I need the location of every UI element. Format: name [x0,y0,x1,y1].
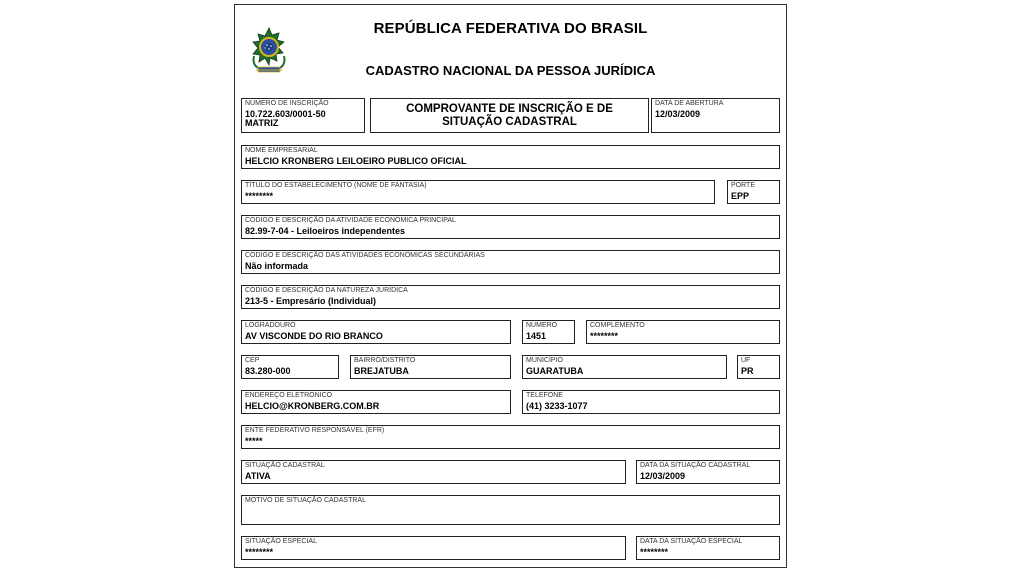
special-status-date-label: DATA DA SITUAÇÃO ESPECIAL [640,538,743,545]
business-name-value: HELCIO KRONBERG LEILOEIRO PUBLICO OFICIAL [245,156,467,166]
trade-name-value: ******** [245,191,274,201]
efr-label: ENTE FEDERATIVO RESPONSÁVEL (EFR) [245,427,385,434]
main-activity-label: CÓDIGO E DESCRIÇÃO DA ATIVIDADE ECONÔMICA PRINCIPAL [245,217,456,224]
registry-heading: CADASTRO NACIONAL DA PESSOA JURÍDICA [365,63,656,78]
state-label: UF [741,357,751,364]
city-label: MUNICÍPIO [526,357,563,364]
trade-name-field [241,180,715,204]
main-activity-value: 82.99-7-04 - Leiloeiros independentes [245,226,406,236]
street-label: LOGRADOURO [245,322,296,329]
legal-nature-field [241,285,780,309]
secondary-activities-field [241,250,780,274]
complement-value: ******** [590,331,619,341]
legal-nature-value: 213-5 - Empresário (Individual) [245,296,377,306]
registration-number-field [241,98,365,133]
registration-number-label: NÚMERO DE INSCRIÇÃO [245,100,329,107]
size-field [727,180,780,204]
status-value: ATIVA [245,471,271,481]
opening-date-field [651,98,780,133]
email-field [241,390,511,414]
certificate-title: COMPROVANTE DE INSCRIÇÃO E DE SITUAÇÃO CADASTRAL [370,98,649,133]
street-value: AV VISCONDE DO RIO BRANCO [245,331,383,341]
special-status-value: ******** [245,547,274,557]
phone-label: TELEFONE [526,392,563,399]
business-name-label: NOME EMPRESARIAL [245,147,318,154]
city-value: GUARATUBA [526,366,584,376]
size-value: EPP [731,191,750,201]
district-value: BREJATUBA [354,366,409,376]
size-label: PORTE [731,182,755,189]
main-activity-field [241,215,780,239]
complement-field [586,320,780,344]
email-label: ENDEREÇO ELETRÔNICO [245,392,333,399]
zip-value: 83.280-000 [245,366,291,376]
trade-name-label: TÍTULO DO ESTABELECIMENTO (NOME DE FANTASIA) [245,182,427,189]
status-date-value: 12/03/2009 [640,471,686,481]
special-status-label: SITUAÇÃO ESPECIAL [245,538,317,545]
phone-value: (41) 3233-1077 [526,401,588,411]
special-status-date-field [636,536,780,560]
status-field [241,460,626,484]
district-label: BAIRRO/DISTRITO [354,357,416,364]
city-field [522,355,727,379]
efr-field [241,425,780,449]
opening-date-value: 12/03/2009 [655,109,701,119]
status-reason-field [241,495,780,525]
status-date-field [636,460,780,484]
state-value: PR [741,366,754,376]
zip-field [241,355,339,379]
state-field [737,355,780,379]
district-field [350,355,511,379]
email-value: HELCIO@KRONBERG.COM.BR [245,401,380,411]
phone-field [522,390,780,414]
status-reason-label: MOTIVO DE SITUAÇÃO CADASTRAL [245,497,366,504]
legal-nature-label: CÓDIGO E DESCRIÇÃO DA NATUREZA JURÍDICA [245,287,408,294]
number-field [522,320,575,344]
opening-date-label: DATA DE ABERTURA [655,100,724,107]
number-value: 1451 [526,331,547,341]
registration-number-value: 10.722.603/0001-50 [245,109,326,119]
street-field [241,320,511,344]
registration-type-value: MATRIZ [245,118,279,128]
status-date-label: DATA DA SITUAÇÃO CADASTRAL [640,462,751,469]
efr-value: ***** [245,436,263,446]
special-status-field [241,536,626,560]
secondary-activities-value: Não informada [245,261,309,271]
secondary-activities-label: CÓDIGO E DESCRIÇÃO DAS ATIVIDADES ECONÔMICAS SECUNDÁRIAS [245,252,485,259]
complement-label: COMPLEMENTO [590,322,645,329]
status-label: SITUAÇÃO CADASTRAL [245,462,325,469]
zip-label: CEP [245,357,260,364]
republic-heading: REPÚBLICA FEDERATIVA DO BRASIL [373,20,648,37]
number-label: NÚMERO [526,322,558,329]
special-status-date-value: ******** [640,547,669,557]
business-name-field [241,145,780,169]
